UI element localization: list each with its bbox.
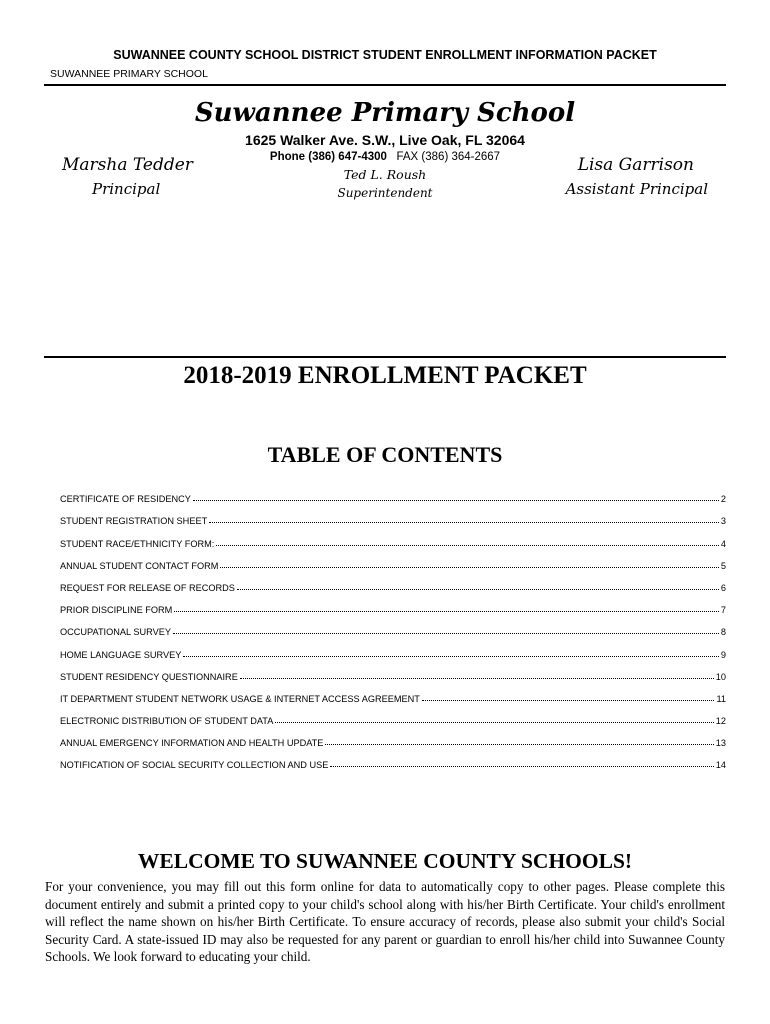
- welcome-paragraph: For your convenience, you may fill out this form online for data to automatically copy to other pages. Please complete this document entirely and submit a printed copy to your child's school along with his/her Birth Certificate. Your child's enrollment will reflect the name shown on his/her Birth Certificate. To ensure accuracy of records, please also submit your child's Social Security Card. A state-issued ID may also be requested for any parent or guardian to enroll his/her child into Suwannee County Schools. We look forward to educating your child.: [45, 879, 725, 965]
- toc-entry-page: 8: [720, 627, 726, 638]
- toc-entry-page: 7: [720, 605, 726, 616]
- principal-name: Marsha Tedder: [62, 155, 193, 175]
- toc-entry[interactable]: [60, 593, 726, 615]
- toc-entry[interactable]: [60, 682, 726, 704]
- toc-entry[interactable]: [60, 637, 726, 659]
- toc-entry-title: ELECTRONIC DISTRIBUTION OF STUDENT DATA: [60, 716, 274, 727]
- toc-leader-dots: [193, 500, 719, 501]
- toc-leader-dots: [220, 567, 718, 568]
- toc-entry-page: 6: [720, 582, 726, 593]
- toc-entry[interactable]: [60, 549, 726, 571]
- table-of-contents: [60, 482, 726, 770]
- toc-entry-page: 10: [715, 671, 726, 682]
- toc-leader-dots: [209, 522, 719, 523]
- toc-leader-dots: [422, 700, 715, 701]
- toc-entry[interactable]: [60, 726, 726, 748]
- toc-entry[interactable]: [60, 704, 726, 726]
- toc-entry[interactable]: [60, 526, 726, 548]
- toc-entry[interactable]: [60, 748, 726, 770]
- superintendent-name: Ted L. Roush: [343, 167, 427, 182]
- toc-leader-dots: [173, 633, 719, 634]
- toc-entry-page: 4: [720, 538, 726, 549]
- toc-entry-title: NOTIFICATION OF SOCIAL SECURITY COLLECTION AND USE: [60, 760, 329, 771]
- toc-entry-page: 13: [715, 738, 726, 749]
- document-header-subtitle: SUWANNEE PRIMARY SCHOOL: [50, 68, 208, 80]
- toc-leader-dots: [183, 656, 719, 657]
- toc-entry-title: STUDENT RESIDENCY QUESTIONNAIRE: [60, 671, 238, 682]
- toc-entry-page: 12: [715, 716, 726, 727]
- toc-leader-dots: [174, 611, 719, 612]
- school-name: Suwannee Primary School: [194, 98, 576, 128]
- toc-leader-dots: [240, 678, 714, 679]
- toc-entry-page: 2: [720, 494, 726, 505]
- toc-leader-dots: [325, 744, 713, 745]
- principal-title: Principal: [92, 180, 161, 198]
- assistant-principal-name: Lisa Garrison: [577, 155, 694, 175]
- welcome-title: WELCOME TO SUWANNEE COUNTY SCHOOLS!: [137, 849, 633, 873]
- toc-title: TABLE OF CONTENTS: [267, 442, 503, 467]
- toc-entry[interactable]: [60, 482, 726, 504]
- toc-leader-dots: [216, 545, 719, 546]
- toc-entry[interactable]: [60, 571, 726, 593]
- toc-entry-title: HOME LANGUAGE SURVEY: [60, 649, 182, 660]
- assistant-principal-title: Assistant Principal: [565, 180, 708, 198]
- packet-title: 2018-2019 ENROLLMENT PACKET: [183, 362, 587, 389]
- toc-entry-title: ANNUAL STUDENT CONTACT FORM: [60, 560, 219, 571]
- toc-leader-dots: [330, 766, 713, 767]
- toc-entry[interactable]: [60, 615, 726, 637]
- school-fax: FAX (386) 364-2667: [396, 151, 501, 163]
- toc-entry-title: ANNUAL EMERGENCY INFORMATION AND HEALTH UPDATE: [60, 738, 324, 749]
- toc-entry-title: STUDENT RACE/ETHNICITY FORM:: [60, 538, 215, 549]
- toc-entry-page: 11: [716, 693, 726, 704]
- toc-entry-title: PRIOR DISCIPLINE FORM: [60, 605, 173, 616]
- toc-entry-page: 14: [715, 760, 726, 771]
- toc-entry[interactable]: [60, 504, 726, 526]
- document-header-title: SUWANNEE COUNTY SCHOOL DISTRICT STUDENT ENROLLMENT INFORMATION PACKET: [113, 48, 657, 62]
- toc-entry-title: STUDENT REGISTRATION SHEET: [60, 516, 208, 527]
- toc-entry-page: 3: [720, 516, 726, 527]
- toc-entry-title: REQUEST FOR RELEASE OF RECORDS: [60, 582, 235, 593]
- toc-leader-dots: [237, 589, 719, 590]
- toc-entry-page: 5: [720, 560, 726, 571]
- school-phone: Phone (386) 647-4300: [269, 151, 387, 163]
- toc-entry-page: 9: [720, 649, 726, 660]
- superintendent-title: Superintendent: [337, 186, 433, 200]
- toc-entry-title: CERTIFICATE OF RESIDENCY: [60, 494, 191, 505]
- toc-entry-title: OCCUPATIONAL SURVEY: [60, 627, 171, 638]
- school-address: 1625 Walker Ave. S.W., Live Oak, FL 32064: [245, 132, 525, 148]
- toc-entry-title: IT DEPARTMENT STUDENT NETWORK USAGE & INTERNET ACCESS AGREEMENT: [60, 693, 420, 704]
- toc-leader-dots: [275, 722, 713, 723]
- header-divider: [44, 84, 726, 86]
- toc-entry[interactable]: [60, 660, 726, 682]
- title-divider: [44, 356, 726, 358]
